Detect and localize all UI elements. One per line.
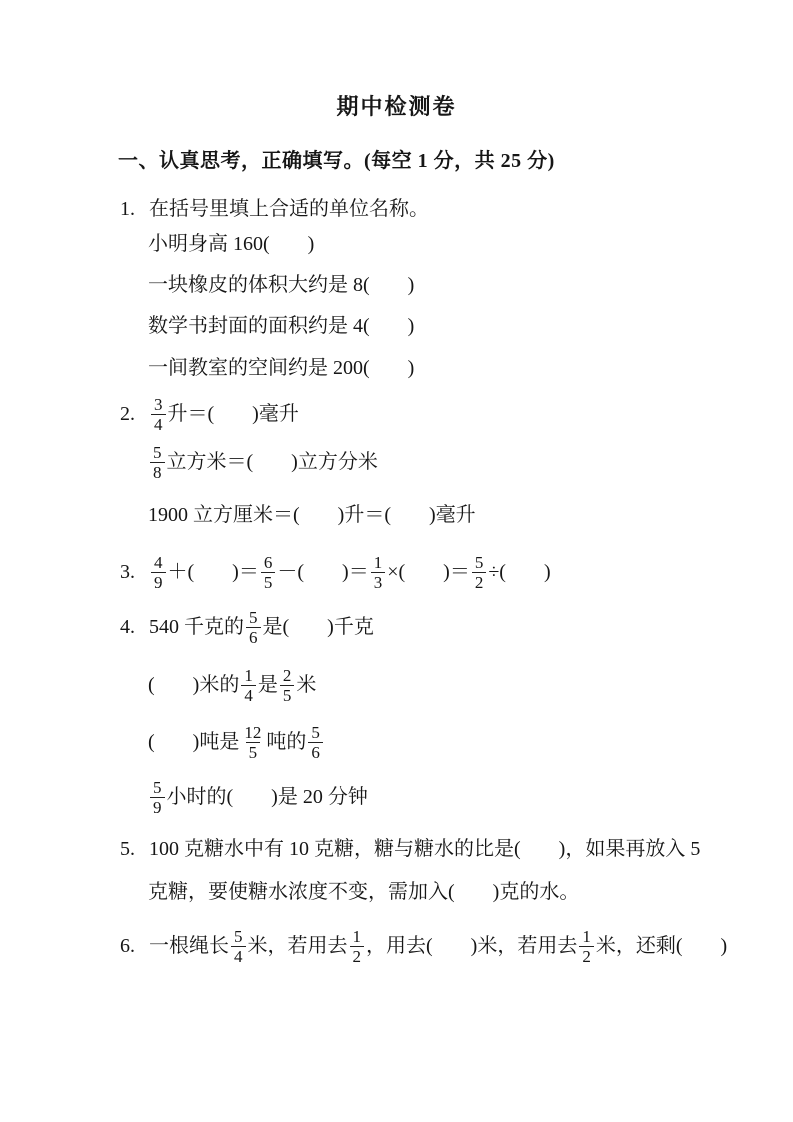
fraction-denominator: 6	[308, 742, 323, 762]
fraction-numerator: 1	[352, 927, 361, 946]
question-number: 2.	[120, 403, 135, 425]
open-paren: (	[226, 786, 234, 808]
answer-blank	[426, 934, 477, 959]
text-run: 升＝	[167, 403, 208, 425]
open-paren: (	[207, 403, 215, 425]
close-paren: )	[543, 561, 551, 583]
close-paren: )	[443, 561, 450, 583]
question-4-item-2	[148, 666, 793, 705]
fraction	[350, 927, 365, 966]
fraction-numerator: 5	[311, 723, 320, 742]
answer-blank	[514, 837, 565, 862]
close-paren: )	[291, 451, 298, 473]
close-paren: )	[232, 561, 239, 583]
text-run: 吨的	[266, 731, 307, 753]
fraction	[231, 927, 246, 966]
question-number: 3.	[120, 561, 135, 583]
close-paren: )	[192, 731, 200, 753]
open-paren: (	[363, 357, 370, 379]
open-paren: (	[293, 504, 300, 526]
answer-blank	[227, 785, 278, 810]
text-run: ＝	[238, 561, 259, 583]
fraction-denominator: 5	[261, 572, 276, 592]
fraction	[150, 443, 165, 482]
answer-blank	[263, 232, 314, 257]
text-run: ×	[387, 561, 399, 583]
fraction-numerator: 1	[582, 927, 591, 946]
fraction-numerator: 1	[244, 666, 253, 685]
text-run: 吨是	[199, 731, 240, 753]
text-run: 毫升	[258, 403, 299, 425]
text-run: 米，还剩	[595, 935, 676, 957]
text-run: 是	[257, 674, 278, 696]
open-paren: (	[499, 561, 506, 583]
fraction	[241, 666, 256, 705]
text-run: 540 千克的	[149, 616, 244, 638]
answer-blank	[499, 560, 550, 585]
answer-blank	[208, 402, 259, 427]
fraction-denominator: 8	[150, 462, 165, 482]
fraction-numerator: 12	[244, 723, 262, 742]
close-paren: )	[252, 403, 259, 425]
question-number: 4.	[120, 616, 135, 638]
answer-blank	[384, 503, 435, 528]
close-paren: )	[271, 786, 278, 808]
fraction-numerator: 3	[154, 395, 163, 414]
question-5	[120, 837, 793, 862]
close-paren: )	[407, 274, 415, 296]
text-run: 100 克糖水中有 10 克糖，糖与糖水的比是	[149, 838, 514, 860]
text-run: ，如果再放入 5	[565, 838, 701, 860]
fraction-denominator: 9	[151, 572, 166, 592]
fraction-denominator: 4	[151, 414, 166, 434]
fraction-numerator: 5	[474, 553, 484, 572]
text-run: －	[277, 561, 298, 583]
paper-title: 期中检测卷	[336, 94, 457, 119]
text-run: ＝	[348, 561, 369, 583]
text-run: 米，若用去	[477, 935, 578, 957]
close-paren: )	[492, 881, 500, 903]
fraction	[371, 553, 386, 592]
text-run: 米的	[199, 674, 240, 696]
fraction	[579, 927, 594, 966]
answer-blank	[448, 880, 499, 905]
open-paren: (	[363, 274, 370, 296]
question-number: 6.	[120, 935, 135, 957]
open-paren: (	[148, 731, 155, 753]
open-paren: (	[297, 561, 305, 583]
close-paren: )	[470, 935, 478, 957]
question-4-item-4	[148, 778, 793, 817]
text-run: 立方分米	[297, 451, 378, 473]
answer-blank	[293, 503, 344, 528]
close-paren: )	[342, 561, 349, 583]
text-run: 是	[262, 616, 283, 638]
text-run: 是 20 分钟	[277, 786, 368, 808]
fraction	[246, 608, 261, 647]
close-paren: )	[558, 838, 566, 860]
fraction	[261, 553, 276, 592]
open-paren: (	[384, 504, 392, 526]
fraction	[150, 778, 165, 817]
text-run: 克糖，要使糖水浓度不变，需加入	[148, 881, 448, 903]
fraction	[241, 723, 264, 762]
fraction-denominator: 2	[350, 946, 365, 966]
open-paren: (	[148, 674, 155, 696]
question-3	[120, 553, 793, 592]
text-run: ＋	[167, 561, 188, 583]
text-run: 一间教室的空间约是 200	[148, 357, 363, 379]
answer-blank	[363, 356, 414, 381]
fraction-denominator: 6	[246, 627, 261, 647]
close-paren: )	[337, 504, 345, 526]
open-paren: (	[282, 616, 290, 638]
question-4	[120, 608, 793, 647]
text-run: 在括号里填上合适的单位名称。	[149, 198, 429, 220]
fraction-numerator: 5	[153, 443, 162, 462]
question-1-item-height	[148, 232, 793, 257]
answer-blank	[148, 673, 199, 698]
fraction-denominator: 4	[241, 685, 256, 705]
open-paren: (	[246, 451, 254, 473]
close-paren: )	[407, 357, 415, 379]
fraction	[280, 666, 295, 705]
question-1-item-area	[148, 314, 793, 339]
question-1	[120, 197, 793, 222]
text-run: 数学书封面的面积约是 4	[148, 315, 363, 337]
question-4-item-3	[148, 723, 793, 762]
text-run: ＝	[449, 561, 470, 583]
open-paren: (	[398, 561, 406, 583]
open-paren: (	[426, 935, 433, 957]
answer-blank	[363, 314, 414, 339]
fraction	[308, 723, 323, 762]
fraction-numerator: 5	[249, 608, 258, 627]
text-run: 升＝	[344, 504, 385, 526]
text-run: 米，若用去	[247, 935, 348, 957]
open-paren: (	[675, 935, 683, 957]
text-run: 1900 立方厘米＝	[148, 504, 293, 526]
text-run: 小时的	[166, 786, 227, 808]
text-run: ÷	[488, 561, 500, 583]
answer-blank	[247, 450, 298, 475]
close-paren: )	[327, 616, 334, 638]
fraction-denominator: 3	[371, 572, 386, 592]
text-run: 一块橡皮的体积大约是 8	[148, 274, 363, 296]
fraction-numerator: 6	[263, 553, 273, 572]
question-5-continuation	[148, 880, 793, 905]
fraction-denominator: 9	[150, 797, 165, 817]
text-run: ，用去	[366, 935, 426, 957]
question-6	[120, 927, 793, 966]
fraction-denominator: 5	[280, 685, 295, 705]
text-run: 千克	[333, 616, 374, 638]
fraction	[151, 395, 166, 434]
question-1-item-space	[148, 356, 793, 381]
question-number: 5.	[120, 838, 135, 860]
fraction-numerator: 5	[153, 778, 162, 797]
answer-blank	[297, 560, 348, 585]
text-run: 米	[296, 674, 317, 696]
question-1-item-volume	[148, 273, 793, 298]
answer-blank	[188, 560, 239, 585]
fraction-denominator: 2	[579, 946, 594, 966]
close-paren: )	[407, 315, 415, 337]
question-2-item-2	[148, 443, 793, 482]
answer-blank	[676, 934, 727, 959]
close-paren: )	[720, 935, 728, 957]
fraction-numerator: 1	[373, 553, 383, 572]
question-2	[120, 395, 793, 434]
open-paren: (	[187, 561, 195, 583]
text-run: 一根绳长	[149, 935, 229, 957]
close-paren: )	[429, 504, 436, 526]
fraction-denominator: 4	[231, 946, 246, 966]
open-paren: (	[514, 838, 521, 860]
open-paren: (	[263, 233, 270, 255]
close-paren: )	[307, 233, 315, 255]
answer-blank	[148, 730, 199, 755]
fraction-numerator: 5	[234, 927, 243, 946]
fraction	[151, 553, 166, 592]
fraction	[472, 553, 487, 592]
question-2-item-3	[148, 503, 793, 528]
open-paren: (	[363, 315, 370, 337]
question-number: 1.	[120, 198, 135, 220]
text-run: 立方米＝	[166, 451, 247, 473]
fraction-denominator: 5	[246, 742, 261, 762]
close-paren: )	[192, 674, 200, 696]
answer-blank	[363, 273, 414, 298]
text-run: 毫升	[435, 504, 476, 526]
open-paren: (	[448, 881, 455, 903]
answer-blank	[283, 615, 334, 640]
answer-blank	[398, 560, 449, 585]
fraction-numerator: 2	[282, 666, 292, 685]
section-1-heading: 一、认真思考，正确填写。(每空 1 分，共 25 分)	[118, 150, 555, 172]
text-run: 克的水。	[499, 881, 580, 903]
text-run: 小明身高 160	[148, 233, 263, 255]
fraction-numerator: 4	[154, 553, 163, 572]
fraction-denominator: 2	[472, 572, 487, 592]
